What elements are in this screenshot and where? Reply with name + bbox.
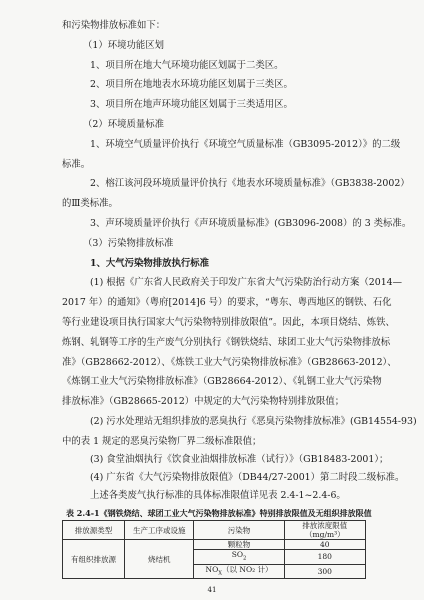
paragraph: 排放标准》（GB28665-2012）中规定的大气污染物特别排放限值；: [62, 396, 345, 407]
source-type-cell: 有组织排放源: [63, 540, 125, 579]
paragraph: 1、项目所在地大气环境功能区划属于二类区。: [90, 60, 284, 71]
paragraph: 3、项目所在地声环境功能区划属于三类适用区。: [90, 99, 293, 110]
paragraph: 《炼钢工业大气污染物排放标准》（GB28664-2012）、《轧钢工业大气污染物: [62, 376, 382, 387]
table-caption: 表 2.4-1《钢铁烧结、球团工业大气污染物排放标准》特别排放限值及无组织排放限值: [66, 508, 372, 518]
header-process: 生产工序或设施: [125, 521, 194, 540]
page-number: 41: [207, 586, 217, 594]
table-row: [63, 540, 366, 550]
paragraph: 1、环境空气质量评价执行《环境空气质量标准（GB3095-2012）》的二级: [90, 139, 401, 150]
header-limit: 排放浓度限值 （mg/m³）: [284, 521, 365, 540]
paragraph: (3) 食堂油烟执行《饮食业油烟排放标准（试行）》（GB18483-2001）；: [90, 454, 389, 465]
process-cell: 烧结机: [125, 540, 194, 579]
section-heading: （3）污染物排放标准: [83, 238, 174, 249]
paragraph: 上述各类废气执行标准的具体标准限值详见表 2.4-1~2.4-6。: [90, 490, 346, 501]
pollutant-cell: $SO_2$: [194, 550, 284, 565]
header-source-type: 排放源类型: [63, 521, 125, 540]
paragraph: 等行业建设项目执行国家大气污染物特别排放限值”。因此，本项目烧结、炼铁、: [62, 317, 395, 328]
pollutant-cell: $NO_X$（以 NO₂ 计）: [194, 564, 284, 579]
section-heading: （1）环境功能区划: [83, 40, 164, 51]
paragraph: (4) 广东省《大气污染物排放限值》（DB44/27-2001）第二时段二级标准。: [90, 472, 405, 483]
paragraph: 2、项目所在地地表水环境功能区划属于三类区。: [90, 79, 293, 90]
paragraph: (2) 污水处理站无组织排放的恶臭执行《恶臭污染物排放标准》(GB14554-93): [90, 416, 417, 427]
limit-cell: 300: [284, 564, 365, 579]
pollutant-cell: 颗粒物: [194, 540, 284, 550]
limit-cell: 180: [284, 550, 365, 565]
paragraph: 标准。: [62, 159, 91, 170]
paragraph: (1) 根据《广东省人民政府关于印发广东省大气污染防治行动方案（2014—: [90, 277, 402, 288]
paragraph: 2017 年）的通知》（粤府[2014]6 号）的要求，“粤东、粤西地区的钢铁、石化: [62, 297, 392, 308]
section-heading: （2）环境质量标准: [83, 119, 164, 130]
paragraph: 中的表 1 规定的恶臭污染物厂界二级标准限值；: [62, 436, 262, 447]
paragraph: 的Ⅲ类标准。: [62, 198, 118, 209]
paragraph: 2、榕江该河段环境质量评价执行《地表水环境质量标准》（GB3838-2002）: [90, 178, 410, 189]
limit-cell: 40: [284, 540, 365, 550]
paragraph: 和污染物排放标准如下：: [62, 20, 166, 31]
standards-table: [62, 520, 366, 579]
paragraph: 3、声环境质量评价执行《声环境质量标准》(GB3096-2008）的 3 类标准。: [90, 218, 412, 229]
header-pollutant: 污染物: [194, 521, 284, 540]
paragraph: 炼钢、轧钢等工序的生产废气分别执行《钢铁烧结、球团工业大气污染物排放标: [62, 337, 391, 348]
section-heading-bold: 1、大气污染物排放执行标准: [90, 258, 210, 269]
paragraph: 准》（GB28662-2012）、《炼铁工业大气污染物排放标准》（GB28663-2012）、: [62, 357, 397, 368]
